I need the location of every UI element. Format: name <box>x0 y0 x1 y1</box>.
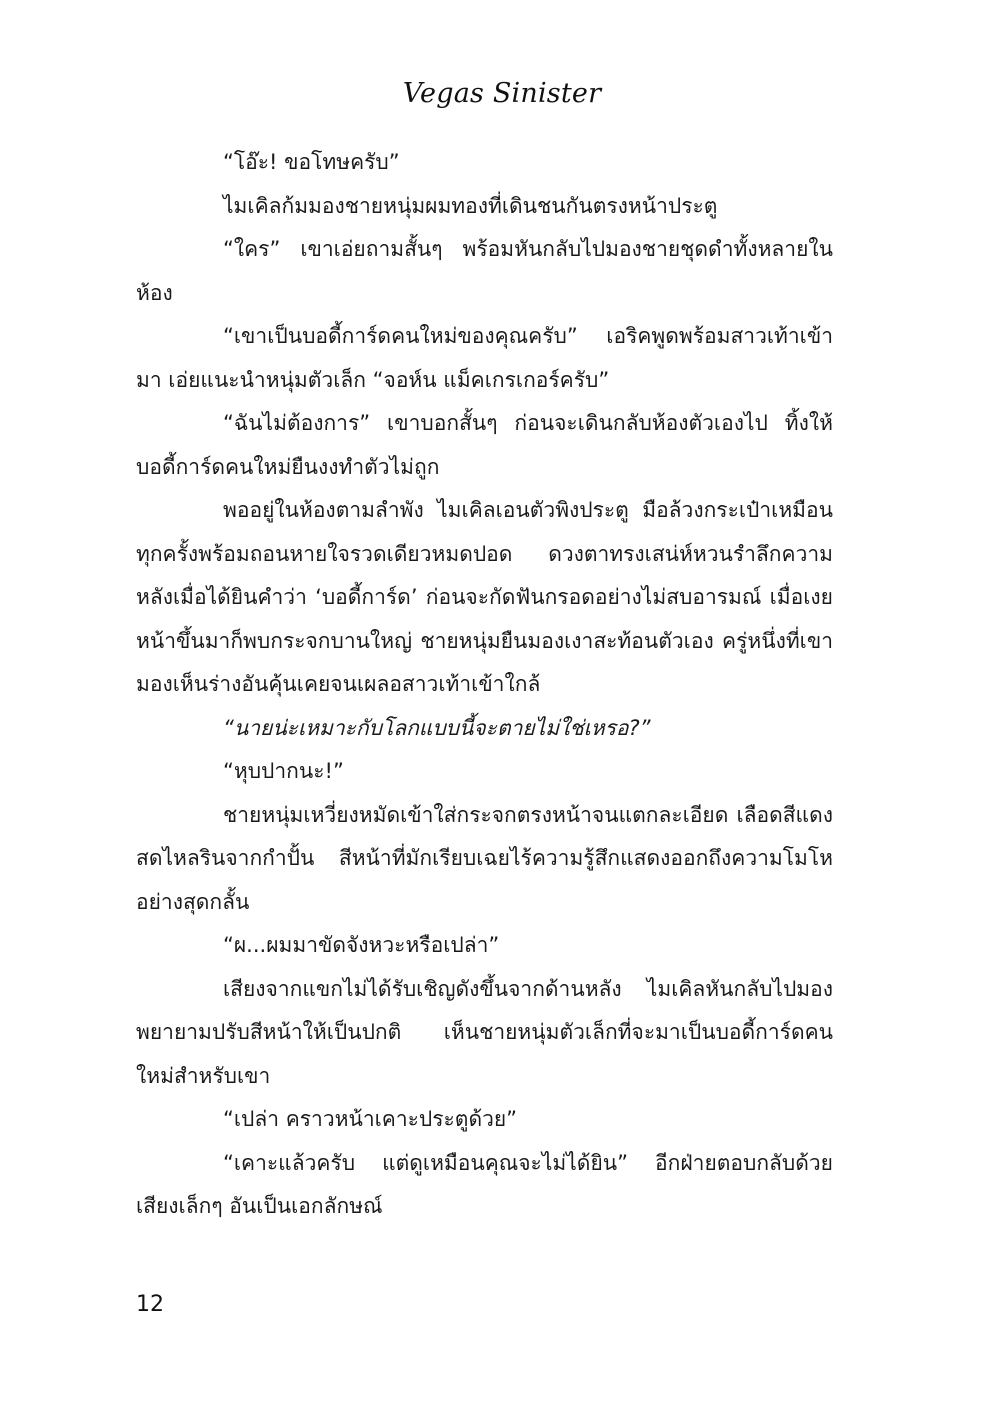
paragraph-11: เสียงจากแขกไม่ได้รับเชิญดังขึ้นจากด้านหลัง ไมเคิลหันกลับไปมองพยายามปรับสีหน้าให้เป็นปกติ เห็นชายหนุ่มตัวเล็กที่จะมาเป็นบอดี้การ์ดคนใหม่สำหรับเขา <box>136 976 833 1088</box>
paragraph-9: ชายหนุ่มเหวี่ยงหมัดเข้าใส่กระจกตรงหน้าจนแตกละเอียด เลือดสีแดงสดไหลรินจากกำปั้น สีหน้าที่มักเรียบเฉยไร้ความรู้สึกแสดงออกถึงความโมโหอย่างสุดกลั้น <box>136 802 833 914</box>
paragraph-4: “เขาเป็นบอดี้การ์ดคนใหม่ของคุณครับ” เอริคพูดพร้อมสาวเท้าเข้ามา เอ่ยแนะนำหนุ่มตัวเล็ก “จอห์น แม็คเกรเกอร์ครับ” <box>136 324 833 392</box>
story-text <box>136 141 833 1229</box>
paragraph-10: “ผ...ผมมาขัดจังหวะหรือเปล่า” <box>223 933 500 957</box>
paragraph-2: ไมเคิลก้มมองชายหนุ่มผมทองที่เดินชนกันตรงหน้าประตู <box>223 193 718 218</box>
paragraph-8: “หุบปากนะ!” <box>223 759 344 783</box>
book-title: Vegas Sinister <box>402 78 602 109</box>
paragraph-7-inner-voice: “นายน่ะเหมาะกับโลกแบบนี้จะตายไม่ใช่เหรอ?” <box>223 715 651 740</box>
page-number: 12 <box>136 1292 164 1317</box>
paragraph-1: “โอ๊ะ! ขอโทษครับ” <box>223 150 400 174</box>
paragraph-5: “ฉันไม่ต้องการ” เขาบอกสั้นๆ ก่อนจะเดินกลับห้องตัวเองไป ทิ้งให้บอดี้การ์ดคนใหม่ยืนงงทำตัวไม่ถูก <box>136 411 833 479</box>
paragraph-6: พออยู่ในห้องตามลำพัง ไมเคิลเอนตัวพิงประตู มือล้วงกระเป๋าเหมือนทุกครั้งพร้อมถอนหายใจรวดเดียวหมดปอด ดวงตาทรงเสน่ห์หวนรำลึกความหลังเมื่อได้ยินคำว่า ‘บอดี้การ์ด’ ก่อนจะกัดฟันกรอดอย่างไม่สบอารมณ์ เมื่อเงยหน้าขึ้นมาก็พบกระจกบานใหญ่ ชายหนุ่มยืนมองเงาสะท้อนตัวเอง ครู่หนึ่งที่เขามองเห็นร่างอันคุ้นเคยจนเผลอสาวเท้าเข้าใกล้ <box>136 498 833 696</box>
paragraph-13: “เคาะแล้วครับ แต่ดูเหมือนคุณจะไม่ได้ยิน” อีกฝ่ายตอบกลับด้วยเสียงเล็กๆ อันเป็นเอกลักษณ์ <box>136 1150 833 1218</box>
paragraph-12: “เปล่า คราวหน้าเคาะประตูด้วย” <box>223 1107 518 1131</box>
paragraph-3: “ใคร” เขาเอ่ยถามสั้นๆ พร้อมหันกลับไปมองชายชุดดำทั้งหลายในห้อง <box>136 237 833 305</box>
